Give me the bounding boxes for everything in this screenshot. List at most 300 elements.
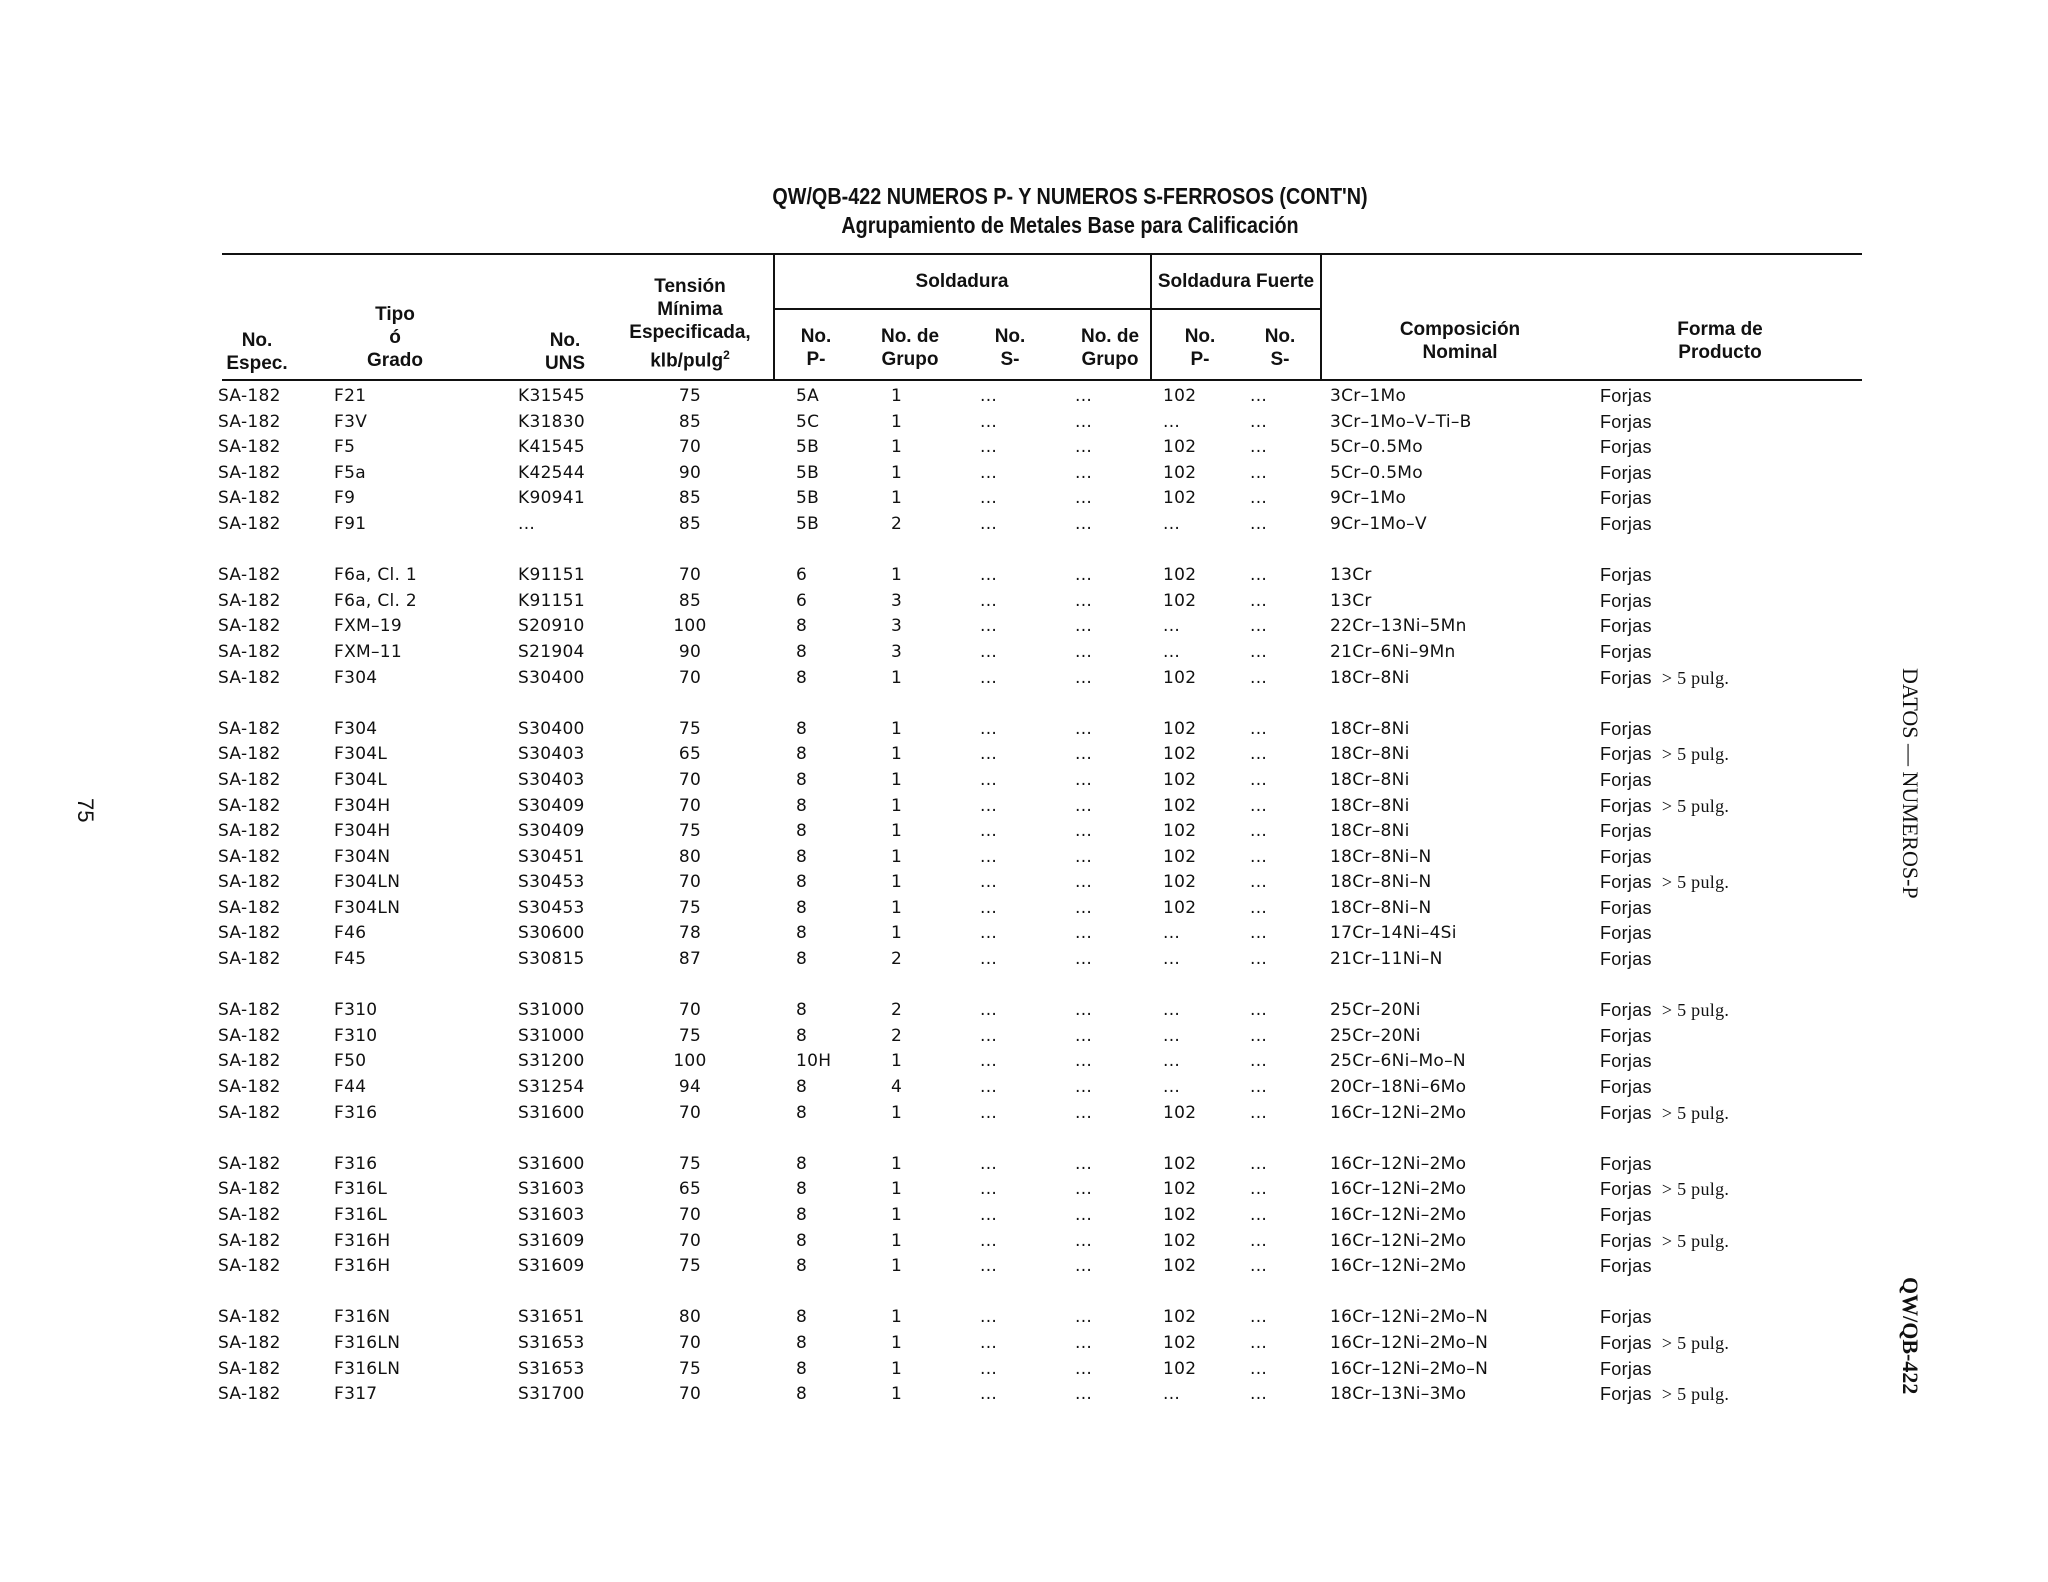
cell-spec-no: SA-182 (218, 590, 281, 611)
table-row (0, 1075, 2048, 1101)
cell-product-form: Forjas (1600, 1051, 1652, 1072)
cell-tensile: 87 (678, 949, 702, 970)
table-row (0, 998, 2048, 1024)
cell-composition: 18Cr–8Ni–N (1330, 897, 1432, 918)
cell-weld-s-group-no: ... (1075, 488, 1093, 509)
cell-weld-group-no: 2 (891, 949, 903, 970)
cell-weld-group-no: 1 (891, 462, 903, 483)
cell-braze-s-no: ... (1250, 1025, 1268, 1046)
cell-tensile: 70 (678, 872, 702, 893)
cell-braze-p-no: 102 (1163, 1102, 1197, 1123)
cell-weld-group-no: 1 (891, 821, 903, 842)
cell-composition: 25Cr–20Ni (1330, 1025, 1421, 1046)
cell-uns-no: S30400 (518, 718, 585, 739)
size-note: > 5 pulg. (1661, 1384, 1730, 1405)
cell-product-form: Forjas > 5 pulg. (1600, 744, 1730, 765)
cell-weld-p-no: 8 (796, 795, 808, 816)
cell-weld-s-no: ... (980, 513, 998, 534)
cell-weld-group-no: 3 (891, 616, 903, 637)
cell-braze-p-no: 102 (1163, 386, 1197, 406)
cell-weld-s-no: ... (980, 1077, 998, 1098)
cell-tensile: 70 (678, 769, 702, 790)
cell-grade: F46 (334, 923, 367, 944)
cell-braze-p-no: ... (1163, 1384, 1181, 1405)
side-section-label: DATOS — NUMEROS-P (1898, 668, 1923, 899)
cell-weld-s-group-no: ... (1075, 437, 1093, 458)
table-body (0, 384, 2048, 1408)
size-note: > 5 pulg. (1661, 795, 1730, 816)
cell-tensile: 70 (678, 1205, 702, 1225)
cell-weld-p-no: 5C (796, 411, 820, 432)
cell-weld-group-no: 1 (891, 846, 903, 867)
cell-tensile: 70 (678, 437, 702, 458)
cell-product-form: Forjas (1600, 513, 1652, 534)
cell-uns-no: S30403 (518, 744, 585, 765)
cell-braze-s-no: ... (1250, 897, 1268, 918)
cell-weld-p-no: 8 (796, 1384, 808, 1405)
cell-spec-no: SA-182 (218, 1077, 281, 1098)
cell-braze-s-no: ... (1250, 821, 1268, 842)
cell-grade: FXM–19 (334, 616, 403, 637)
cell-tensile: 75 (678, 821, 702, 842)
cell-braze-p-no: ... (1163, 616, 1181, 637)
cell-braze-p-no: 102 (1163, 1153, 1197, 1174)
cell-weld-group-no: 1 (891, 795, 903, 816)
cell-composition: 5Cr–0.5Mo (1330, 437, 1423, 458)
cell-braze-s-no: ... (1250, 1205, 1268, 1225)
cell-weld-p-no: 8 (796, 616, 808, 637)
cell-weld-s-group-no: ... (1075, 795, 1093, 816)
header-weld-s-group-no: No. de Grupo (1080, 326, 1140, 370)
cell-weld-s-group-no: ... (1075, 411, 1093, 432)
size-note: > 5 pulg. (1661, 1332, 1730, 1353)
cell-weld-s-group-no: ... (1075, 1000, 1093, 1021)
cell-tensile: 75 (678, 1153, 702, 1174)
cell-grade: F316L (334, 1179, 388, 1200)
cell-weld-s-group-no: ... (1075, 1256, 1093, 1277)
cell-composition: 16Cr–12Ni–2Mo (1330, 1205, 1467, 1225)
cell-spec-no: SA-182 (218, 744, 281, 765)
cell-composition: 21Cr–6Ni–9Mn (1330, 641, 1456, 662)
table-row (0, 1357, 2048, 1383)
table-row (0, 461, 2048, 487)
cell-weld-s-no: ... (980, 846, 998, 867)
fuerte-right-divider (1320, 254, 1322, 380)
cell-weld-group-no: 1 (891, 1205, 903, 1225)
cell-weld-s-group-no: ... (1075, 616, 1093, 637)
table-row (0, 870, 2048, 896)
cell-braze-p-no: ... (1163, 641, 1181, 662)
cell-braze-s-no: ... (1250, 846, 1268, 867)
cell-weld-s-no: ... (980, 1230, 998, 1251)
cell-braze-s-no: ... (1250, 667, 1268, 688)
size-note: > 5 pulg. (1661, 1102, 1730, 1123)
cell-weld-p-no: 8 (796, 1000, 808, 1021)
cell-product-form: Forjas (1600, 565, 1652, 586)
cell-braze-p-no: 102 (1163, 667, 1197, 688)
cell-spec-no: SA-182 (218, 1051, 281, 1072)
cell-weld-p-no: 8 (796, 872, 808, 893)
cell-composition: 18Cr–13Ni–3Mo (1330, 1384, 1467, 1405)
cell-weld-group-no: 1 (891, 1256, 903, 1277)
cell-tensile: 70 (678, 1000, 702, 1021)
cell-braze-p-no: 102 (1163, 488, 1197, 509)
cell-weld-s-no: ... (980, 667, 998, 688)
cell-composition: 25Cr–6Ni–Mo–N (1330, 1051, 1466, 1072)
cell-weld-s-no: ... (980, 1384, 998, 1405)
cell-weld-group-no: 2 (891, 1000, 903, 1021)
cell-braze-p-no: 102 (1163, 1332, 1197, 1353)
cell-braze-s-no: ... (1250, 1358, 1268, 1379)
cell-weld-s-group-no: ... (1075, 872, 1093, 893)
cell-braze-s-no: ... (1250, 386, 1268, 406)
cell-weld-s-group-no: ... (1075, 513, 1093, 534)
cell-braze-p-no: ... (1163, 411, 1181, 432)
cell-weld-s-group-no: ... (1075, 1025, 1093, 1046)
header-grade: Tipo ó Grado (367, 304, 423, 371)
cell-uns-no: K90941 (518, 488, 586, 509)
cell-grade: F9 (334, 488, 356, 509)
cell-braze-p-no: 102 (1163, 1205, 1197, 1225)
cell-grade: F317 (334, 1384, 378, 1405)
cell-weld-s-no: ... (980, 437, 998, 458)
cell-product-form: Forjas > 5 pulg. (1600, 1000, 1730, 1021)
cell-weld-p-no: 6 (796, 565, 808, 586)
table-row (0, 921, 2048, 947)
cell-uns-no: S31603 (518, 1179, 585, 1200)
cell-uns-no: K31830 (518, 411, 586, 432)
cell-uns-no: S30815 (518, 949, 585, 970)
cell-uns-no: K42544 (518, 462, 586, 483)
cell-spec-no: SA-182 (218, 1230, 281, 1251)
cell-uns-no: S31600 (518, 1102, 585, 1123)
cell-weld-p-no: 5B (796, 488, 820, 509)
cell-grade: F45 (334, 949, 367, 970)
cell-weld-s-no: ... (980, 897, 998, 918)
cell-tensile: 90 (678, 462, 702, 483)
cell-grade: F304LN (334, 872, 401, 893)
cell-grade: F5 (334, 437, 356, 458)
header-braze-p-no: No. P- (1184, 326, 1216, 370)
table-row (0, 1382, 2048, 1408)
cell-uns-no: S30400 (518, 667, 585, 688)
cell-braze-s-no: ... (1250, 411, 1268, 432)
cell-weld-s-no: ... (980, 821, 998, 842)
cell-braze-s-no: ... (1250, 1051, 1268, 1072)
cell-weld-group-no: 1 (891, 744, 903, 765)
cell-weld-s-group-no: ... (1075, 949, 1093, 970)
cell-braze-p-no: 102 (1163, 1307, 1197, 1328)
cell-weld-s-no: ... (980, 590, 998, 611)
cell-product-form: Forjas > 5 pulg. (1600, 667, 1730, 688)
cell-spec-no: SA-182 (218, 846, 281, 867)
cell-weld-p-no: 8 (796, 923, 808, 944)
cell-tensile: 100 (673, 1051, 707, 1072)
cell-grade: F316LN (334, 1332, 401, 1353)
cell-product-form: Forjas > 5 pulg. (1600, 1384, 1730, 1405)
cell-weld-s-no: ... (980, 769, 998, 790)
cell-grade: F304L (334, 744, 388, 765)
cell-weld-p-no: 5B (796, 513, 820, 534)
cell-spec-no: SA-182 (218, 923, 281, 944)
cell-weld-s-no: ... (980, 641, 998, 662)
cell-spec-no: SA-182 (218, 872, 281, 893)
table-row (0, 384, 2048, 410)
cell-weld-s-group-no: ... (1075, 846, 1093, 867)
cell-composition: 16Cr–12Ni–2Mo (1330, 1179, 1467, 1200)
cell-weld-group-no: 1 (891, 923, 903, 944)
cell-grade: F44 (334, 1077, 367, 1098)
cell-weld-s-group-no: ... (1075, 1230, 1093, 1251)
cell-uns-no: S31609 (518, 1256, 585, 1277)
cell-product-form: Forjas (1600, 949, 1652, 970)
header-weld-s-no: No. S- (994, 326, 1026, 370)
cell-composition: 18Cr–8Ni (1330, 795, 1410, 816)
cell-weld-s-group-no: ... (1075, 718, 1093, 739)
cell-weld-group-no: 1 (891, 1102, 903, 1123)
cell-braze-p-no: 102 (1163, 795, 1197, 816)
cell-grade: F6a, Cl. 2 (334, 590, 418, 611)
cell-uns-no: S30453 (518, 897, 585, 918)
cell-uns-no: K41545 (518, 437, 586, 458)
cell-uns-no: S31609 (518, 1230, 585, 1251)
cell-weld-s-group-no: ... (1075, 1179, 1093, 1200)
cell-spec-no: SA-182 (218, 1307, 281, 1328)
cell-composition: 18Cr–8Ni (1330, 718, 1410, 739)
cell-weld-p-no: 8 (796, 1153, 808, 1174)
cell-braze-s-no: ... (1250, 513, 1268, 534)
cell-weld-s-no: ... (980, 616, 998, 637)
cell-weld-s-no: ... (980, 1153, 998, 1174)
cell-braze-s-no: ... (1250, 462, 1268, 483)
cell-spec-no: SA-182 (218, 1179, 281, 1200)
cell-spec-no: SA-182 (218, 565, 281, 586)
cell-composition: 9Cr–1Mo (1330, 488, 1407, 509)
cell-weld-group-no: 1 (891, 897, 903, 918)
cell-braze-s-no: ... (1250, 590, 1268, 611)
cell-weld-s-group-no: ... (1075, 1358, 1093, 1379)
cell-tensile: 70 (678, 1230, 702, 1251)
cell-composition: 3Cr–1Mo–V–Ti–B (1330, 411, 1472, 432)
cell-spec-no: SA-182 (218, 488, 281, 509)
cell-spec-no: SA-182 (218, 1205, 281, 1225)
cell-weld-p-no: 8 (796, 1025, 808, 1046)
cell-grade: F304H (334, 821, 391, 842)
cell-product-form: Forjas (1600, 1256, 1652, 1277)
cell-spec-no: SA-182 (218, 462, 281, 483)
table-row (0, 819, 2048, 845)
cell-braze-p-no: 102 (1163, 565, 1197, 586)
cell-grade: F304 (334, 718, 378, 739)
cell-braze-p-no: 102 (1163, 462, 1197, 483)
cell-tensile: 70 (678, 1102, 702, 1123)
cell-product-form: Forjas (1600, 411, 1652, 432)
table-row (0, 1254, 2048, 1280)
cell-grade: F316N (334, 1307, 391, 1328)
cell-weld-s-group-no: ... (1075, 1102, 1093, 1123)
cell-spec-no: SA-182 (218, 1102, 281, 1123)
cell-weld-p-no: 6 (796, 590, 808, 611)
cell-braze-s-no: ... (1250, 1000, 1268, 1021)
cell-weld-group-no: 1 (891, 1307, 903, 1328)
cell-weld-group-no: 4 (891, 1077, 903, 1098)
cell-spec-no: SA-182 (218, 1000, 281, 1021)
cell-weld-s-no: ... (980, 923, 998, 944)
table-row (0, 717, 2048, 743)
cell-braze-s-no: ... (1250, 872, 1268, 893)
cell-weld-group-no: 1 (891, 1332, 903, 1353)
cell-uns-no: S30403 (518, 769, 585, 790)
cell-weld-s-group-no: ... (1075, 386, 1093, 406)
cell-product-form: Forjas (1600, 1205, 1652, 1225)
cell-weld-s-group-no: ... (1075, 1384, 1093, 1405)
cell-spec-no: SA-182 (218, 1256, 281, 1277)
cell-tensile: 75 (678, 1025, 702, 1046)
cell-composition: 18Cr–8Ni–N (1330, 846, 1432, 867)
cell-weld-group-no: 1 (891, 1051, 903, 1072)
cell-grade: F316H (334, 1230, 391, 1251)
cell-braze-s-no: ... (1250, 1256, 1268, 1277)
cell-braze-p-no: ... (1163, 1025, 1181, 1046)
cell-weld-s-group-no: ... (1075, 462, 1093, 483)
cell-uns-no: K31545 (518, 386, 586, 406)
cell-weld-p-no: 8 (796, 1205, 808, 1225)
cell-product-form: Forjas (1600, 1307, 1652, 1328)
cell-composition: 16Cr–12Ni–2Mo–N (1330, 1307, 1489, 1328)
cell-weld-s-no: ... (980, 1025, 998, 1046)
size-note: > 5 pulg. (1661, 1000, 1730, 1021)
cell-weld-p-no: 8 (796, 769, 808, 790)
cell-uns-no: S31600 (518, 1153, 585, 1174)
cell-spec-no: SA-182 (218, 1384, 281, 1405)
cell-weld-p-no: 8 (796, 1256, 808, 1277)
cell-weld-p-no: 5A (796, 386, 820, 406)
cell-weld-s-no: ... (980, 949, 998, 970)
cell-product-form: Forjas (1600, 616, 1652, 637)
cell-braze-s-no: ... (1250, 641, 1268, 662)
cell-product-form: Forjas (1600, 846, 1652, 867)
cell-product-form: Forjas > 5 pulg. (1600, 872, 1730, 893)
table-row (0, 896, 2048, 922)
table-row (0, 845, 2048, 871)
header-braze-s-no: No. S- (1264, 326, 1296, 370)
table-row (0, 1024, 2048, 1050)
table-row (0, 614, 2048, 640)
cell-weld-s-group-no: ... (1075, 641, 1093, 662)
cell-braze-p-no: 102 (1163, 769, 1197, 790)
cell-uns-no: S31603 (518, 1205, 585, 1225)
cell-weld-s-no: ... (980, 386, 998, 406)
table-row (0, 1177, 2048, 1203)
table-row (0, 1101, 2048, 1127)
cell-product-form: Forjas > 5 pulg. (1600, 1230, 1730, 1251)
cell-weld-group-no: 1 (891, 769, 903, 790)
cell-grade: F310 (334, 1025, 378, 1046)
cell-weld-group-no: 2 (891, 513, 903, 534)
cell-uns-no: S31653 (518, 1332, 585, 1353)
cell-braze-s-no: ... (1250, 488, 1268, 509)
cell-tensile: 75 (678, 897, 702, 918)
cell-grade: F50 (334, 1051, 367, 1072)
cell-spec-no: SA-182 (218, 821, 281, 842)
cell-composition: 13Cr (1330, 590, 1372, 611)
cell-braze-s-no: ... (1250, 744, 1268, 765)
cell-weld-group-no: 1 (891, 1179, 903, 1200)
cell-tensile: 70 (678, 1332, 702, 1353)
cell-tensile: 75 (678, 386, 702, 406)
cell-weld-p-no: 10H (796, 1051, 832, 1072)
cell-product-form: Forjas (1600, 590, 1652, 611)
cell-tensile: 100 (673, 616, 707, 637)
cell-braze-p-no: 102 (1163, 821, 1197, 842)
cell-weld-group-no: 1 (891, 437, 903, 458)
cell-weld-p-no: 8 (796, 1332, 808, 1353)
cell-spec-no: SA-182 (218, 437, 281, 458)
cell-uns-no: K91151 (518, 590, 586, 611)
cell-weld-s-group-no: ... (1075, 667, 1093, 688)
cell-braze-s-no: ... (1250, 1384, 1268, 1405)
cell-weld-s-no: ... (980, 1307, 998, 1328)
cell-grade: F304L (334, 769, 388, 790)
cell-weld-p-no: 8 (796, 641, 808, 662)
cell-tensile: 85 (678, 488, 702, 509)
cell-product-form: Forjas (1600, 641, 1652, 662)
cell-braze-p-no: 102 (1163, 1179, 1197, 1200)
cell-weld-s-no: ... (980, 1205, 998, 1225)
cell-composition: 18Cr–8Ni (1330, 821, 1410, 842)
cell-product-form: Forjas (1600, 718, 1652, 739)
cell-spec-no: SA-182 (218, 513, 281, 534)
table-row (0, 640, 2048, 666)
cell-weld-s-no: ... (980, 718, 998, 739)
cell-spec-no: SA-182 (218, 949, 281, 970)
cell-braze-s-no: ... (1250, 923, 1268, 944)
cell-weld-s-group-no: ... (1075, 923, 1093, 944)
cell-composition: 21Cr–11Ni–N (1330, 949, 1443, 970)
cell-weld-s-group-no: ... (1075, 821, 1093, 842)
cell-braze-s-no: ... (1250, 565, 1268, 586)
cell-weld-group-no: 1 (891, 565, 903, 586)
cell-product-form: Forjas (1600, 769, 1652, 790)
cell-uns-no: S30409 (518, 795, 585, 816)
cell-spec-no: SA-182 (218, 616, 281, 637)
cell-weld-s-no: ... (980, 744, 998, 765)
table-row (0, 768, 2048, 794)
cell-uns-no: S31200 (518, 1051, 585, 1072)
cell-weld-s-group-no: ... (1075, 590, 1093, 611)
cell-weld-s-no: ... (980, 1256, 998, 1277)
header-soldadura-fuerte: Soldadura Fuerte (1157, 271, 1315, 292)
cell-weld-p-no: 8 (796, 1358, 808, 1379)
soldadura-subheader-rule (774, 308, 1322, 310)
cell-uns-no: S20910 (518, 616, 585, 637)
cell-weld-s-group-no: ... (1075, 769, 1093, 790)
cell-tensile: 75 (678, 1256, 702, 1277)
cell-braze-s-no: ... (1250, 1307, 1268, 1328)
cell-composition: 18Cr–8Ni (1330, 769, 1410, 790)
cell-grade: F316 (334, 1153, 378, 1174)
cell-weld-s-no: ... (980, 1102, 998, 1123)
cell-product-form: Forjas (1600, 923, 1652, 944)
cell-grade: F316LN (334, 1358, 401, 1379)
cell-product-form: Forjas > 5 pulg. (1600, 1179, 1730, 1200)
cell-grade: F304N (334, 846, 391, 867)
cell-grade: F316L (334, 1205, 388, 1225)
cell-weld-p-no: 8 (796, 744, 808, 765)
cell-composition: 16Cr–12Ni–2Mo (1330, 1256, 1467, 1277)
cell-product-form: Forjas > 5 pulg. (1600, 1332, 1730, 1353)
cell-grade: F304 (334, 667, 378, 688)
